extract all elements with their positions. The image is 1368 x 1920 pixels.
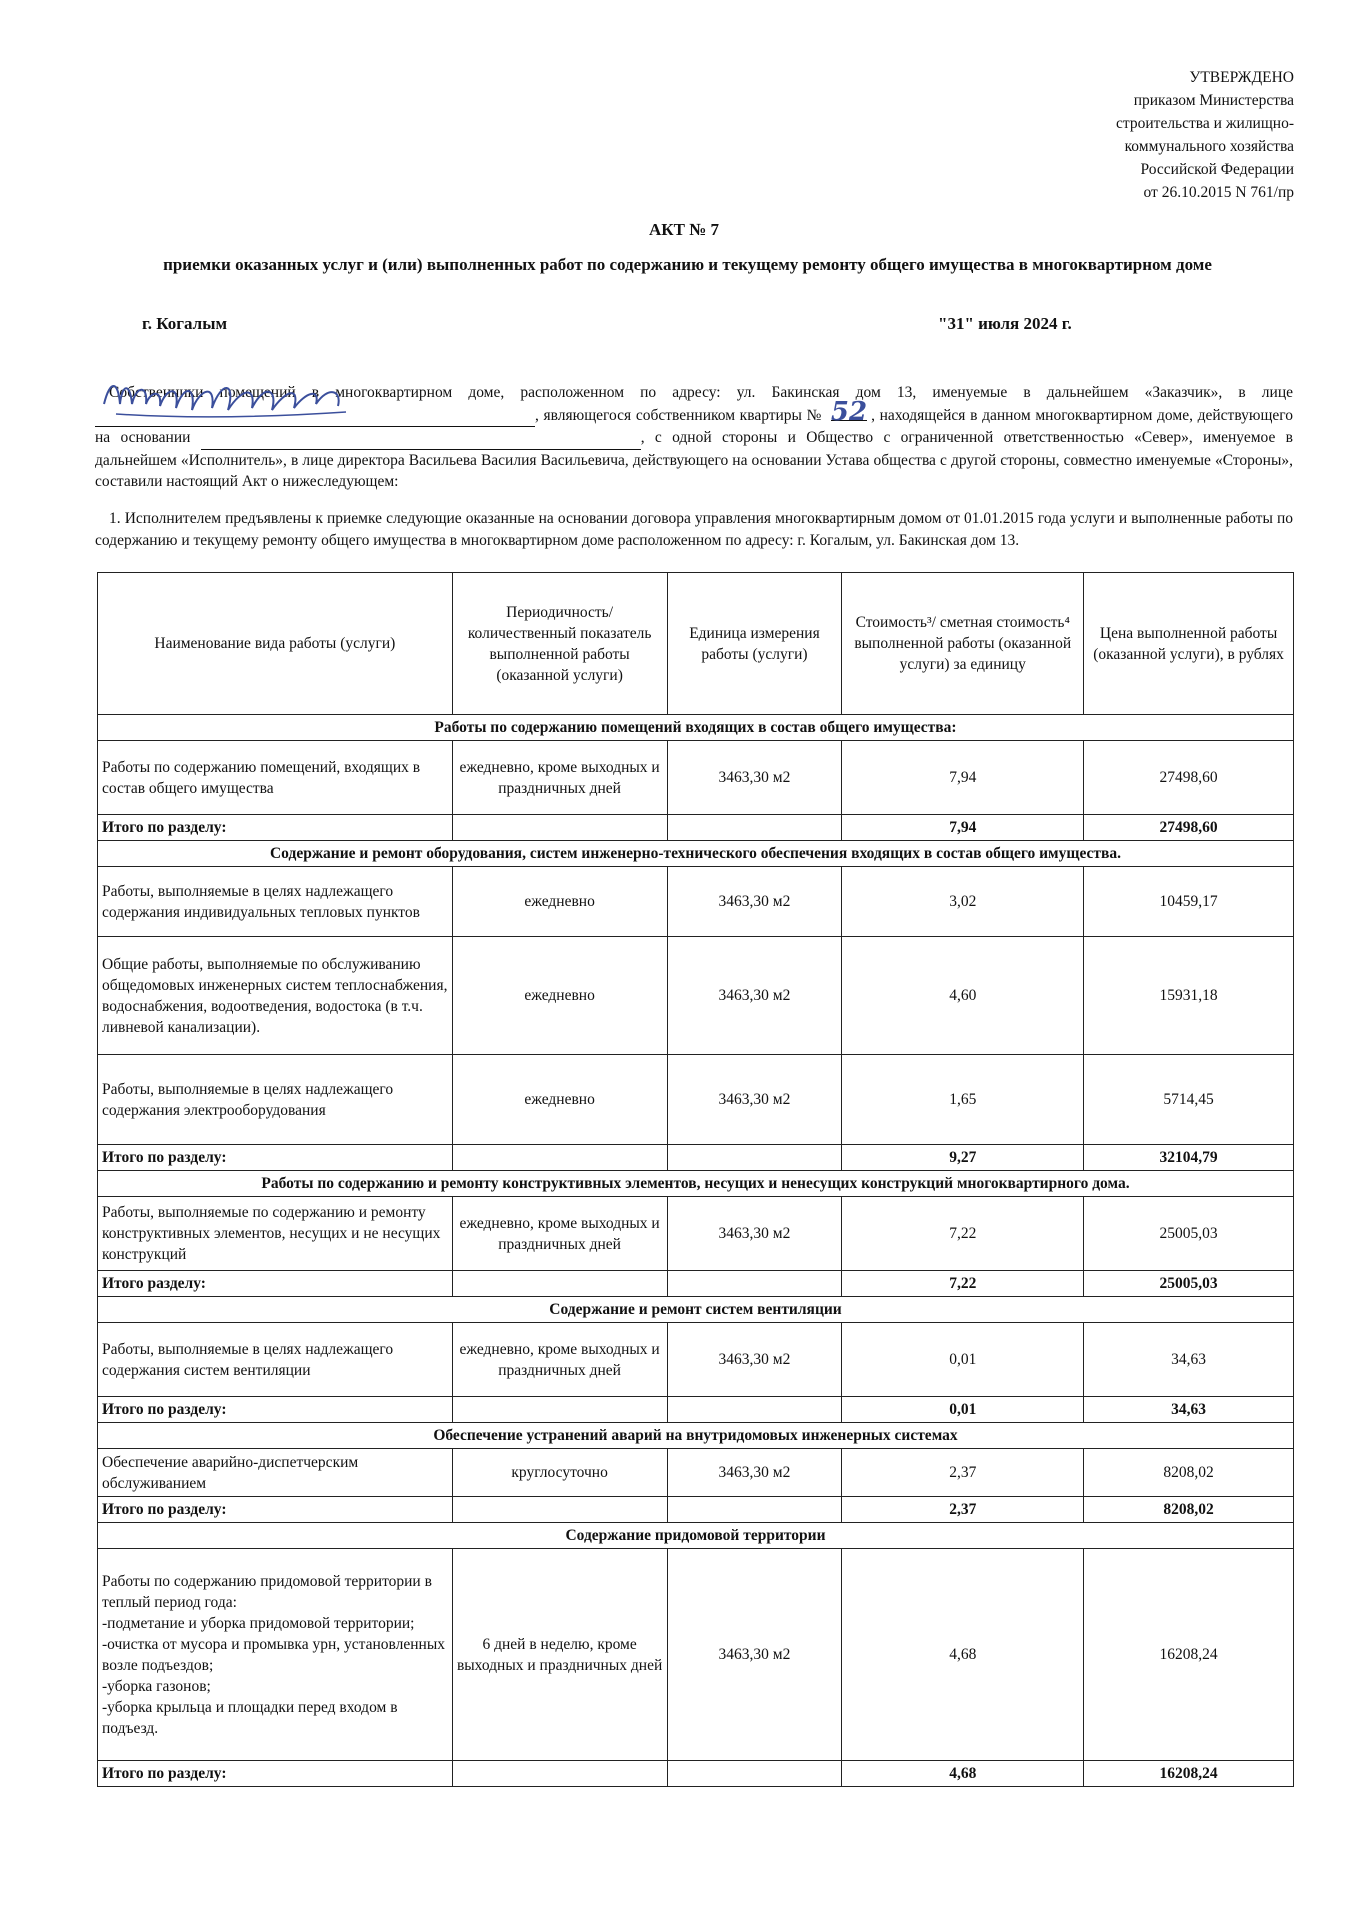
apartment-number: 52 [830,396,868,427]
section-header-row [98,1423,1294,1449]
section-title: Содержание и ремонт оборудования, систем инженерно-технического обеспечения входящих в состав общего имущества. [98,841,1294,867]
unit-cell: 3463,30 м2 [667,1323,842,1397]
section-header-row [98,1297,1294,1323]
unit-cell: 3463,30 м2 [667,937,842,1055]
total-cost: 4,68 [842,1761,1084,1787]
total-label: Итого по разделу: [98,1397,453,1423]
intro-text-b: , являющегося собственником квартиры № [535,406,823,424]
section-total-row [98,1397,1294,1423]
document-date: "31" июля 2024 г. [938,314,1072,333]
total-label: Итого по разделу: [98,1761,453,1787]
unit-cost-cell: 0,01 [842,1323,1084,1397]
total-price: 32104,79 [1084,1145,1294,1171]
section-total-row [98,1271,1294,1297]
document-city: г. Когалым [142,314,228,333]
unit-cost-cell: 7,94 [842,741,1084,815]
period-cell: ежедневно, кроме выходных и праздничных дней [452,1323,667,1397]
price-cell: 8208,02 [1084,1449,1294,1497]
work-name-cell: Общие работы, выполняемые по обслуживанию общедомовых инженерных систем теплоснабжения, водоснабжения, водоотведения, водостока (в т.ч. ливневой канализации). [98,937,453,1055]
clause-1-text: 1. Исполнителем предъявлены к приемке следующие оказанные на основании договора управления многоквартирным домом от 01.01.2015 года услуги и выполненные работы по содержанию и текущему ремонту общего имущества в многоквартирном доме расположенном по адресу: г. Когалым, ул. Бакинская дом 13. [95,510,1293,549]
total-label: Итого по разделу: [98,815,453,841]
approval-line-2: приказом Министерства [1133,92,1294,109]
header-name: Наименование вида работы (услуги) [98,573,453,715]
header-price: Цена выполненной работы (оказанной услуги), в рублях [1084,573,1294,715]
work-name-cell: Работы, выполняемые в целях надлежащего содержания систем вентиляции [98,1323,453,1397]
empty-cell [452,1761,667,1787]
unit-cell: 3463,30 м2 [667,1449,842,1497]
work-name-cell: Работы, выполняемые в целях надлежащего содержания индивидуальных тепловых пунктов [98,867,453,937]
work-name-cell: Работы, выполняемые по содержанию и ремонту конструктивных элементов, несущих и не несущих конструкций [98,1197,453,1271]
works-table [97,572,1294,1787]
price-cell: 10459,17 [1084,867,1294,937]
table-row [98,1323,1294,1397]
empty-cell [667,1397,842,1423]
clause-1 [95,508,1293,551]
table-row [98,937,1294,1055]
empty-cell [452,1271,667,1297]
total-cost: 7,22 [842,1271,1084,1297]
total-label: Итого по разделу: [98,1145,453,1171]
section-total-row [98,1145,1294,1171]
unit-cost-cell: 4,60 [842,937,1084,1055]
section-title: Работы по содержанию помещений входящих в состав общего имущества: [98,715,1294,741]
price-cell: 5714,45 [1084,1055,1294,1145]
approval-block [1116,66,1294,204]
work-name-cell: Работы по содержанию помещений, входящих в состав общего имущества [98,741,453,815]
section-header-row [98,1171,1294,1197]
empty-cell [452,1497,667,1523]
unit-cell: 3463,30 м2 [667,1549,842,1761]
work-name-cell: Работы, выполняемые в целях надлежащего содержания электрооборудования [98,1055,453,1145]
price-cell: 27498,60 [1084,741,1294,815]
period-cell: ежедневно, кроме выходных и праздничных дней [452,741,667,815]
empty-cell [667,1761,842,1787]
unit-cost-cell: 2,37 [842,1449,1084,1497]
table-row [98,741,1294,815]
empty-cell [452,815,667,841]
period-cell: ежедневно, кроме выходных и праздничных дней [452,1197,667,1271]
unit-cost-cell: 4,68 [842,1549,1084,1761]
total-cost: 0,01 [842,1397,1084,1423]
section-total-row [98,1497,1294,1523]
document-title: АКТ № 7 [648,220,720,239]
period-cell: ежедневно [452,937,667,1055]
approval-line-6: от 26.10.2015 N 761/пр [1143,184,1294,201]
price-cell: 16208,24 [1084,1549,1294,1761]
intro-text-c: , находящейся в данном многоквартирном доме, действующего на основании [95,406,1293,446]
unit-cost-cell: 1,65 [842,1055,1084,1145]
unit-cell: 3463,30 м2 [667,1055,842,1145]
unit-cell: 3463,30 м2 [667,867,842,937]
empty-cell [667,815,842,841]
representative-blank [95,405,535,428]
work-name-cell: Работы по содержанию придомовой территории в теплый период года: -подметание и уборка придомовой территории; -очистка от мусора и промывка урн, установленных возле подъездов; -уборка газонов; -уборка крыльца и площадки перед входом в подъезд. [98,1549,453,1761]
period-cell: круглосуточно [452,1449,667,1497]
empty-cell [667,1271,842,1297]
empty-cell [452,1397,667,1423]
approval-line-4: коммунального хозяйства [1124,138,1294,155]
unit-cell: 3463,30 м2 [667,741,842,815]
section-total-row [98,815,1294,841]
intro-text-d: , с одной стороны и Общество с ограниченной ответственностью «Север», именуемое в дальнейшем «Исполнитель», в лице директора Васильева Василия Васильевича, действующего на основании Устава общества с другой стороны, совместно именуемые «Стороны», составили настоящий Акт о нижеследующем: [95,429,1293,490]
period-cell: ежедневно [452,1055,667,1145]
total-price: 27498,60 [1084,815,1294,841]
total-price: 34,63 [1084,1397,1294,1423]
total-price: 16208,24 [1084,1761,1294,1787]
document-subtitle: приемки оказанных услуг и (или) выполненных работ по содержанию и текущему ремонту общего имущества в многоквартирном доме [163,255,1212,274]
section-title: Содержание и ремонт систем вентиляции [98,1297,1294,1323]
work-name-cell: Обеспечение аварийно-диспетчерским обслуживанием [98,1449,453,1497]
total-label: Итого по разделу: [98,1497,453,1523]
approval-line-1: УТВЕРЖДЕНО [1189,69,1294,86]
table-row [98,867,1294,937]
approval-line-3: строительства и жилищно- [1116,115,1294,132]
section-title: Работы по содержанию и ремонту конструктивных элементов, несущих и ненесущих конструкций многоквартирного дома. [98,1171,1294,1197]
period-cell: 6 дней в неделю, кроме выходных и праздничных дней [452,1549,667,1761]
empty-cell [452,1145,667,1171]
approval-line-5: Российской Федерации [1140,161,1294,178]
price-cell: 34,63 [1084,1323,1294,1397]
total-cost: 2,37 [842,1497,1084,1523]
total-label: Итого разделу: [98,1271,453,1297]
total-price: 8208,02 [1084,1497,1294,1523]
table-row [98,1197,1294,1271]
section-header-row [98,841,1294,867]
section-total-row [98,1761,1294,1787]
intro-paragraph [95,382,1293,493]
section-header-row [98,1523,1294,1549]
table-header-row [98,573,1294,715]
empty-cell [667,1497,842,1523]
period-cell: ежедневно [452,867,667,937]
section-title: Обеспечение устранений аварий на внутридомовых инженерных системах [98,1423,1294,1449]
section-title: Содержание придомовой территории [98,1523,1294,1549]
table-row [98,1549,1294,1761]
price-cell: 25005,03 [1084,1197,1294,1271]
total-price: 25005,03 [1084,1271,1294,1297]
price-cell: 15931,18 [1084,937,1294,1055]
header-cost: Стоимость³/ сметная стоимость⁴ выполненной работы (оказанной услуги) за единицу [842,573,1084,715]
table-row [98,1449,1294,1497]
header-period: Периодичность/ количественный показатель выполненной работы (оказанной услуги) [452,573,667,715]
total-cost: 9,27 [842,1145,1084,1171]
unit-cost-cell: 7,22 [842,1197,1084,1271]
unit-cell: 3463,30 м2 [667,1197,842,1271]
intro-text-a: Собственники помещений в многоквартирном доме, расположенном по адресу: ул. Бакинская дом 13, именуемые в дальнейшем «Заказчик», в лице [109,384,1293,401]
unit-cost-cell: 3,02 [842,867,1084,937]
basis-blank [201,427,641,450]
header-unit: Единица измерения работы (услуги) [667,573,842,715]
table-row [98,1055,1294,1145]
total-cost: 7,94 [842,815,1084,841]
empty-cell [667,1145,842,1171]
section-header-row [98,715,1294,741]
